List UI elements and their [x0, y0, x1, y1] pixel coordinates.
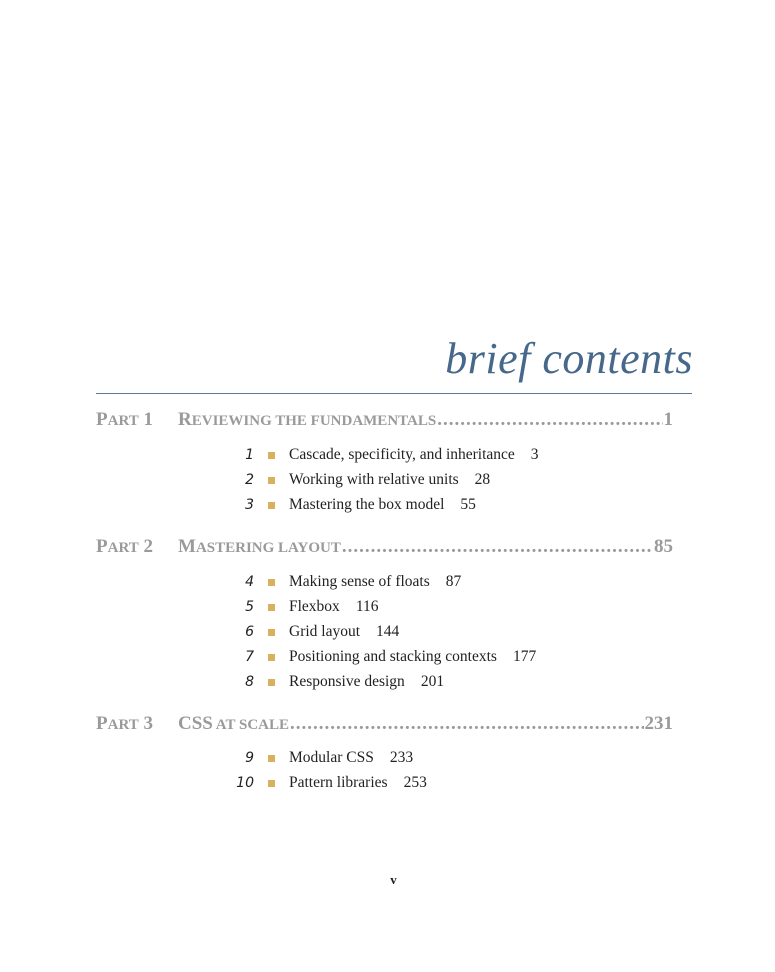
- part-label: PART 3: [96, 713, 154, 734]
- chapter-title: Cascade, specificity, and inheritance: [289, 446, 515, 463]
- chapter-entry[interactable]: [200, 646, 536, 668]
- chapter-number: 3: [245, 497, 254, 513]
- part-page-number: 1: [663, 409, 673, 430]
- chapter-title: Flexbox: [289, 598, 340, 615]
- part-title: REVIEWING THE FUNDAMENTALS: [178, 409, 437, 430]
- chapter-title: Pattern libraries: [289, 774, 388, 791]
- chapter-number: 2: [245, 472, 254, 488]
- bullet-square-icon: [268, 477, 275, 484]
- chapter-page-number: 3: [530, 446, 539, 463]
- chapter-title: Working with relative units: [289, 471, 459, 488]
- dot-leader: [342, 536, 653, 558]
- chapter-entry[interactable]: [200, 444, 539, 466]
- chapter-entry[interactable]: [200, 621, 399, 643]
- chapter-title: Mastering the box model: [289, 496, 445, 513]
- page-title: brief contents: [445, 334, 693, 383]
- page-folio: v: [390, 872, 397, 887]
- bullet-square-icon: [268, 780, 275, 787]
- part-title: MASTERING LAYOUT: [178, 536, 341, 557]
- bullet-square-icon: [268, 755, 275, 762]
- chapter-page-number: 253: [403, 774, 427, 791]
- chapter-page-number: 233: [389, 749, 414, 766]
- dot-leader: [290, 713, 643, 735]
- part-title: CSS AT SCALE: [178, 713, 290, 734]
- chapter-number: 9: [245, 750, 254, 766]
- bullet-square-icon: [268, 579, 275, 586]
- chapter-number: 6: [245, 624, 254, 640]
- chapter-page-number: 177: [512, 648, 537, 665]
- chapter-entry[interactable]: [200, 671, 444, 693]
- part-label: PART 1: [96, 409, 154, 430]
- chapter-title: Positioning and stacking contexts: [289, 648, 497, 665]
- chapter-number: 7: [245, 649, 254, 665]
- chapter-page-number: 28: [474, 471, 491, 488]
- chapter-number: 10: [236, 775, 254, 791]
- part-page-number: 231: [644, 713, 673, 734]
- title-rule: [96, 393, 692, 394]
- part-heading-1[interactable]: [96, 409, 673, 431]
- chapter-number: 1: [245, 447, 254, 463]
- chapter-title: Modular CSS: [289, 749, 374, 766]
- chapter-title: Making sense of floats: [289, 573, 430, 590]
- bullet-square-icon: [268, 502, 275, 509]
- chapter-entry[interactable]: [200, 596, 379, 618]
- part-page-number: 85: [654, 536, 673, 557]
- chapter-number: 8: [245, 674, 254, 690]
- bullet-square-icon: [268, 629, 275, 636]
- part-heading-3[interactable]: [96, 713, 673, 735]
- bullet-square-icon: [268, 679, 275, 686]
- part-label: PART 2: [96, 536, 154, 557]
- chapter-title: Grid layout: [289, 623, 361, 640]
- chapter-entry[interactable]: [200, 772, 427, 794]
- chapter-page-number: 144: [376, 623, 400, 640]
- chapter-entry[interactable]: [200, 469, 490, 491]
- dot-leader: [437, 409, 662, 431]
- bullet-square-icon: [268, 452, 275, 459]
- chapter-page-number: 55: [460, 496, 476, 513]
- chapter-entry[interactable]: [200, 571, 461, 593]
- chapter-page-number: 201: [420, 673, 445, 690]
- chapter-page-number: 87: [445, 573, 462, 590]
- bullet-square-icon: [268, 604, 275, 611]
- chapter-entry[interactable]: [200, 747, 413, 769]
- part-heading-2[interactable]: [96, 536, 673, 558]
- chapter-entry[interactable]: [200, 494, 476, 516]
- bullet-square-icon: [268, 654, 275, 661]
- chapter-page-number: 116: [355, 598, 379, 615]
- chapter-title: Responsive design: [289, 673, 405, 690]
- chapter-number: 4: [245, 574, 254, 590]
- chapter-number: 5: [245, 599, 254, 615]
